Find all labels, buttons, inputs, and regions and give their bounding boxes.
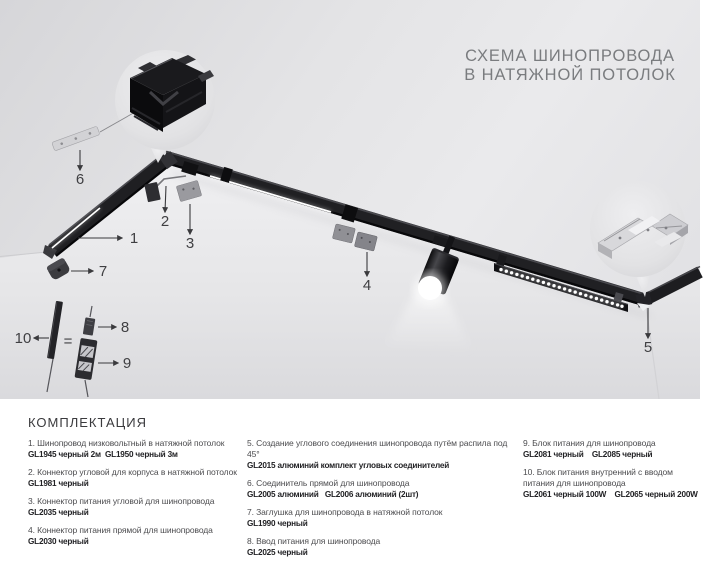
kit-item-desc: 9. Блок питания для шинопровода: [523, 438, 656, 448]
kit-item-code: GL2030 черный: [28, 537, 89, 546]
callout-1: 1: [129, 230, 139, 247]
kit-item-desc: 3. Коннектор питания угловой для шинопровода: [28, 496, 215, 506]
ceiling-bracket-plate: [52, 126, 100, 151]
kit-item-desc: 8. Ввод питания для шинопровода: [247, 535, 381, 546]
kit-item-desc: 5. Создание углового соединения шинопровода путём распила под 45°: [247, 438, 508, 459]
callout-8: 8: [120, 319, 130, 336]
kit-column-2: [247, 438, 519, 565]
kit-column-1: [28, 438, 240, 554]
kit-item-2: [28, 467, 240, 489]
spotlight-lit-face: [418, 276, 442, 300]
kit-item-code: GL2061 черный 100W GL2065 черный 200W: [523, 489, 698, 499]
kit-item-5: [247, 438, 519, 471]
kit-item-1: [28, 438, 240, 460]
kit-column-3: [523, 438, 699, 507]
page-title: [436, 47, 704, 85]
kit-item-desc: 10. Блок питания внутренний с вводом питания для шинопровода: [523, 467, 673, 488]
kit-item-code: GL2005 алюминий GL2006 алюминий (2шт): [247, 489, 419, 499]
kit-item-code: GL1945 черный 2м GL1950 черный 3м: [28, 450, 178, 459]
kit-item-desc: 1. Шинопровод низковольтный в натяжной потолок: [28, 438, 225, 448]
kit-item-desc: 2. Коннектор угловой для корпуса в натяжной потолок: [28, 467, 237, 477]
kit-item-code: GL2081 черный GL2085 черный: [523, 450, 653, 459]
kit-item-desc: 6. Соединитель прямой для шинопровода: [247, 477, 410, 488]
kit-item-code: GL1990 черный: [247, 518, 308, 528]
kit-item-code: GL2035 черный: [28, 508, 89, 517]
kit-item-8: [247, 536, 519, 558]
callout-6: 6: [75, 171, 85, 188]
kit-item-7: [247, 507, 519, 529]
callout-7: 7: [98, 263, 108, 280]
kit-heading: КОМПЛЕКТАЦИЯ: [28, 415, 148, 430]
callout-4: 4: [362, 277, 372, 294]
title-line-1: СХЕМА ШИНОПРОВОДА: [465, 47, 675, 65]
equals-sign: =: [63, 333, 73, 350]
kit-item-9: [523, 438, 699, 460]
track-profile-inset: [100, 50, 215, 163]
callout-10: 10: [14, 330, 32, 347]
kit-item-code: GL2015 алюминий комплект угловых соединителей: [247, 460, 450, 470]
callout-9: 9: [122, 355, 132, 372]
kit-item-10: [523, 467, 699, 500]
kit-section: [0, 399, 700, 557]
callout-2: 2: [160, 213, 170, 230]
callout-3: 3: [185, 235, 195, 252]
kit-item-desc: 4. Коннектор питания прямой для шинопровода: [28, 525, 213, 535]
kit-item-code: GL1981 черный: [28, 479, 89, 488]
kit-item-6: [247, 478, 519, 500]
title-line-2: В НАТЯЖНОЙ ПОТОЛОК: [464, 66, 676, 84]
kit-item-code: GL2025 черный: [247, 547, 308, 557]
kit-item-3: [28, 496, 240, 518]
callout-5: 5: [643, 339, 653, 356]
kit-item-4: [28, 525, 240, 547]
kit-item-desc: 7. Заглушка для шинопровода в натяжной потолок: [247, 506, 443, 517]
